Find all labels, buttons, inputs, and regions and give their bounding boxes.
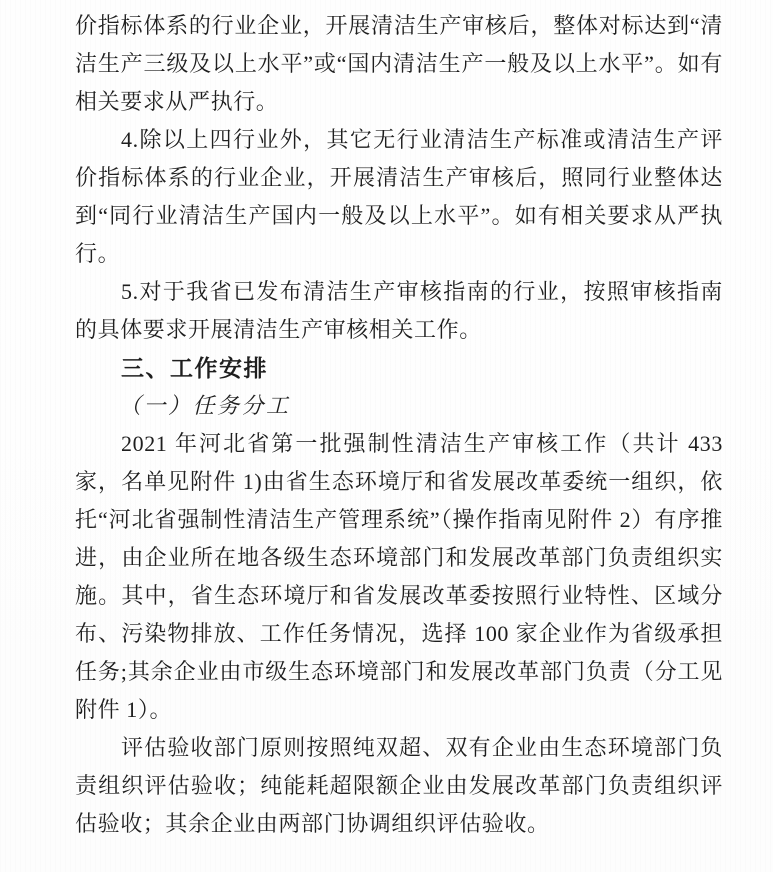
paragraph-task-division-body: 2021 年河北省第一批强制性清洁生产审核工作（共计 433 家，名单见附件 1)由省生态环境厅和省发展改革委统一组织，依托“河北省强制性清洁生产管理系统”（操作指南见附件 2）有序推进，由企业所在地各级生态环境部门和发展改革部门负责组织实施。其中，省生态环境厅和省发展改革委按照行业特性、区域分布、污染物排放、工作任务情况，选择 100 家企业作为省级承担任务;其余企业由市级生态环境部门和发展改革部门负责（分工见附件 1）。 [75,431,723,722]
paragraph-item-4: 4.除以上四行业外，其它无行业清洁生产标准或清洁生产评价指标体系的行业企业，开展清洁生产审核后，照同行业整体达到“同行业清洁生产国内一般及以上水平”。如有相关要求从严执行。 [75,127,723,266]
paragraph-evaluation-acceptance: 评估验收部门原则按照纯双超、双有企业由生态环境部门负责组织评估验收；纯能耗超限额企业由发展改革部门负责组织评估验收；其余企业由两部门协调组织评估验收。 [75,735,723,836]
subsection-heading-task-division: （一）任务分工 [119,393,291,418]
section-heading-work-arrangement: 三、工作安排 [121,355,268,381]
paragraph-continuation: 价指标体系的行业企业，开展清洁生产审核后，整体对标达到“清洁生产三级及以上水平”或“国内清洁生产一般及以上水平”。如有相关要求从严执行。 [75,13,723,114]
paragraph-item-5: 5.对于我省已发布清洁生产审核指南的行业，按照审核指南的具体要求开展清洁生产审核相关工作。 [75,279,723,342]
